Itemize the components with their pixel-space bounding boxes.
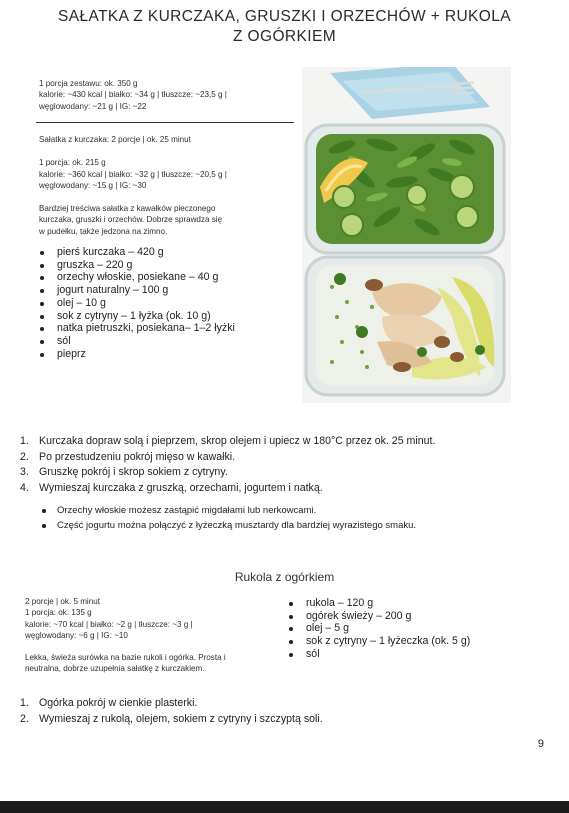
step-item	[20, 465, 540, 481]
divider-line	[36, 122, 294, 123]
salad-nutrition-2: węglowodany: ~15 g | IG: ~30	[39, 180, 147, 190]
salad-ingredients	[38, 246, 298, 360]
salad-steps	[20, 434, 540, 496]
ingredient-item: ogórek świeży – 200 g	[287, 610, 547, 623]
arugula-info-line: węglowodany: ~6 g | IG: ~10	[25, 630, 128, 640]
ingredient-item: olej – 5 g	[287, 622, 547, 635]
ingredient-item: pierś kurczaka – 420 g	[38, 246, 298, 259]
arugula-description-1: Lekka, świeża surówka na bazie rukoli i ogórka. Prosta i	[25, 653, 226, 663]
salad-info	[39, 134, 301, 237]
step-item	[20, 712, 540, 728]
ingredient-item: sok z cytryny – 1 łyżeczka (ok. 5 g)	[287, 635, 547, 648]
arugula-steps	[20, 696, 540, 727]
arugula-info-line: 2 porcje | ok. 5 minut	[25, 597, 100, 606]
ingredient-item: jogurt naturalny – 100 g	[38, 284, 298, 297]
ingredient-item: natka pietruszki, posiekana– 1–2 łyżki	[38, 322, 298, 335]
arugula-ingredients	[287, 597, 547, 661]
salad-description-3: w pudełku, także jedzona na zimno.	[39, 226, 168, 236]
food-photo-svg	[302, 67, 511, 403]
salad-portion: 1 porcja: ok. 215 g	[39, 158, 106, 168]
tip-item: Część jogurtu można połączyć z łyżeczką musztardy dla bardziej wyrazistego smaku.	[37, 518, 537, 533]
ingredient-item: pieprz	[38, 348, 298, 361]
page-number: 9	[537, 738, 544, 750]
salad-description-2: kurczaka, gruszki i orzechów. Dobrze sprawdza się	[39, 215, 223, 225]
arugula-description-2: neutralna, dobrze uzupełnia sałatkę z kurczakiem.	[25, 664, 205, 674]
salad-header: Sałatka z kurczaka: 2 porcje | ok. 25 minut	[39, 135, 191, 144]
ingredient-item: orzechy włoskie, posiekane – 40 g	[38, 271, 298, 284]
ingredient-item: sól	[38, 335, 298, 348]
set-summary-portion: 1 porcja zestawu: ok. 350 g	[39, 79, 138, 88]
food-photo	[302, 67, 511, 403]
ingredient-item: sól	[287, 648, 547, 661]
step-text: Po przestudzeniu pokrój mięso w kawałki.	[39, 450, 236, 463]
step-number: 3.	[20, 466, 29, 479]
page-title-line-2: Z OGÓRKIEM	[232, 28, 337, 45]
step-text: Ogórka pokrój w cienkie plasterki.	[39, 697, 198, 709]
set-summary	[39, 78, 299, 112]
step-number: 1.	[20, 435, 29, 447]
salad-description-1: Bardziej treściwa sałatka z kawałków pieczonego	[39, 204, 216, 214]
step-text: Kurczaka dopraw solą i pieprzem, skrop olejem i upiecz w 180°C przez ok. 25 minut.	[39, 435, 436, 447]
ingredient-item: sok z cytryny – 1 łyżka (ok. 10 g)	[38, 310, 298, 323]
step-item	[20, 696, 540, 712]
ingredient-item: rukola – 120 g	[287, 597, 547, 610]
page-title	[0, 7, 569, 47]
arugula-info-line: 1 porcja: ok. 135 g	[25, 608, 92, 618]
ingredient-item: olej – 10 g	[38, 297, 298, 310]
set-summary-nutrition-1: kalorie: ~430 kcal | białko: ~34 g | tłuszcze: ~23,5 g |	[39, 90, 227, 100]
step-number: 2.	[20, 712, 29, 725]
tip-item: Orzechy włoskie możesz zastąpić migdałami lub nerkowcami.	[37, 503, 537, 518]
step-text: Wymieszaj kurczaka z gruszką, orzechami, jogurtem i natką.	[39, 481, 323, 494]
step-item	[20, 434, 540, 450]
footer-bar	[0, 801, 569, 813]
step-number: 2.	[20, 450, 29, 463]
arugula-info-line: kalorie: ~70 kcal | białko: ~2 g | tłuszcze: ~3 g |	[25, 619, 193, 629]
step-number: 1.	[20, 697, 29, 709]
set-summary-nutrition-2: węglowodany: ~21 g | IG: ~22	[39, 101, 147, 111]
ingredient-item: gruszka – 220 g	[38, 259, 298, 272]
step-item	[20, 450, 540, 466]
page-title-line-1: SAŁATKA Z KURCZAKA, GRUSZKI I ORZECHÓW + RUKOLA	[57, 8, 512, 25]
step-text: Wymieszaj z rukolą, olejem, sokiem z cytryny i szczyptą soli.	[39, 712, 323, 725]
arugula-info	[25, 596, 275, 675]
salad-nutrition-1: kalorie: ~360 kcal | białko: ~32 g | tłuszcze: ~20,5 g |	[39, 169, 227, 179]
step-item	[20, 481, 540, 497]
step-text: Gruszkę pokrój i skrop sokiem z cytryny.	[39, 466, 228, 479]
arugula-title: Rukola z ogórkiem	[234, 570, 335, 584]
step-number: 4.	[20, 481, 29, 494]
salad-tips	[37, 503, 537, 533]
